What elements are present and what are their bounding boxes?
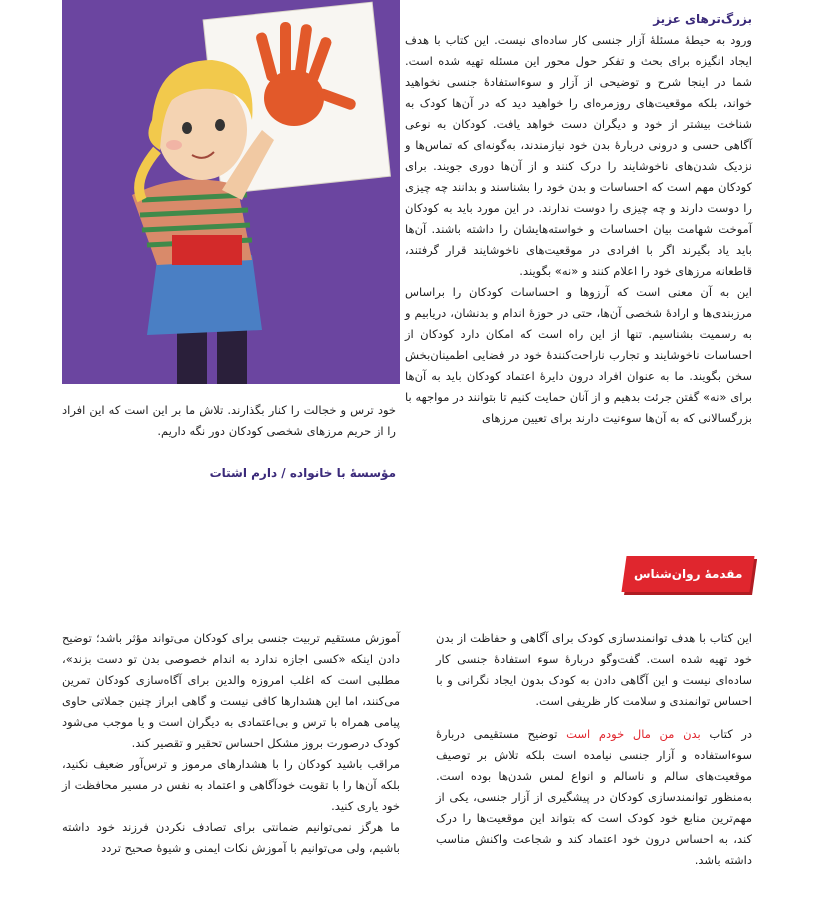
intro-paragraph-1: ورود به حیطهٔ مسئلهٔ آزار جنسی کار ساده‌ای نیست. این کتاب با هدف ایجاد انگیزه برای بحث و تفکر حول محور این مسئله تهیه شده است. شما در اینجا شرح و توضیحی از آزار و سوءاستفادهٔ جنسی نخواهید خواند، بلکه موقعیت‌های روزمره‌ای را خواهید دید که در آن‌ها کودک به شناخت بیشتر از خود و دیگران دست خواهد یافت. کودکان به نوعی آگاهی حسی و درونی دربارهٔ بدن خود نیازمندند، به‌گونه‌ای که تماس‌ها و نزدیک شدن‌های ناخوشایند را درک کنند و از آن‌ها دوری جویند. برای کودکان مهم است که احساسات و بدن خود را بشناسند و بدانند چه چیزی را دوست دارند و چه چیزی را دوست ندارند. در این مورد باید به کودکان آموخت شهامت بیان احساسات و خواسته‌هایشان را داشته باشند. آن‌ها باید یاد بگیرند اگر با افرادی در موقعیت‌های ناخوشایند قرار گرفتند، قاطعانه مرزهای خود را اعلام کنند و «نه» بگویند.	[405, 33, 752, 278]
para2-after: توضیح مستقیمی دربارهٔ سوءاستفاده و آزار جنسی نیامده است بلکه تلاش بر توصیف موقعیت‌های سالم و ناسالم و انواع لمس شدن‌ها بوده است. به‌منظور توانمندسازی کودکان در پیشگیری از آزار جنسی، یکی از مهم‌ترین منابع خود کودک است که بتواند این موقعیت‌ها را درک کند، به احساس درون خود اعتماد کند و شجاعت واکنش مناسب داشته باشد.	[436, 727, 752, 867]
girl-holding-handprint-icon	[62, 0, 400, 384]
psych-paragraph-3: آموزش مستقیم تربیت جنسی برای کودکان می‌تواند مؤثر باشد؛ توضیح دادن اینکه «کسی اجازه ندارد به اندام خصوصی بدن تو دست بزند»، مطلبی است که اغلب امروزه والدین برای آگاه‌سازی کودکان تمرین می‌کنند، اما این هشدارها کافی نیست و گاهی ابراز چنین جملاتی حاوی پیامی همراه با ترس و بی‌اعتمادی به دیگران است و یا موجب می‌شود کودک درصورت بروز مشکل احساس تحقیر و تقصیر کند.	[62, 631, 400, 750]
cover-illustration	[62, 0, 400, 384]
book-title: بدن من مال خودم است	[566, 727, 701, 741]
para2-before: در کتاب	[700, 727, 752, 741]
section-ribbon	[621, 556, 754, 592]
psych-paragraph-4: مراقب باشید کودکان را با هشدارهای مرموز و ترس‌آور ضعیف نکنید، بلکه آن‌ها را با تقویت خودآگاهی و اعتماد به نفس در مسیر محافظت از خود یاری کنید.	[62, 757, 400, 813]
signature: مؤسسهٔ با خانواده / دارم اشتات	[209, 466, 396, 480]
intro-paragraph-2: این به آن معنی است که آرزوها و احساسات کودکان را براساس مرزبندی‌ها و ارادهٔ شخصی آن‌ها، حتی در حوزهٔ اندام و بدنشان، دریابیم و به رسمیت بشناسیم. تنها از این راه است که امکان دارد کودکان از احساسات ناخوشایند و تجارب ناراحت‌کنندهٔ خود در فضایی اطمینان‌بخش سخن بگویند. ما به عنوان افراد درون دایرهٔ اعتماد کودکان باید به آن‌ها برای «نه» گفتن جرئت بدهیم و از آنان حمایت کنیم تا بتوانند در مواجهه با بزرگسالانی که به آن‌ها سوءنیت دارند برای تعیین مرزهای	[405, 285, 752, 425]
psych-left-column	[62, 628, 400, 859]
psych-paragraph-1: این کتاب با هدف توانمندسازی کودک برای آگاهی و حفاظت از بدن خود تهیه شده است. گفت‌وگو دربارهٔ سوء استفادهٔ جنسی کار ساده‌ای نیست و این آگاهی دادن به کودک بدون ایجاد نگرانی و با احساس توانمندی و سلامت کار ظریفی است.	[436, 631, 752, 708]
illustration-caption	[62, 400, 396, 442]
psych-paragraph-5: ما هرگز نمی‌توانیم ضمانتی برای تصادف نکردن فرزند خود داشته باشیم، ولی می‌توانیم با آموزش نکات ایمنی و شیوهٔ صحیح تردد	[62, 820, 400, 855]
intro-heading: بزرگ‌ترهای عزیز	[653, 12, 752, 26]
psych-paragraph-2	[436, 724, 752, 871]
ribbon-label: مقدمهٔ روان‌شناس	[633, 567, 743, 581]
caption-text: خود ترس و خجالت را کنار بگذارند. تلاش ما بر این است که این افراد را از حریم مرزهای شخصی کودکان دور نگه داریم.	[62, 403, 396, 438]
intro-section	[405, 12, 752, 429]
psych-right-column	[436, 628, 752, 871]
